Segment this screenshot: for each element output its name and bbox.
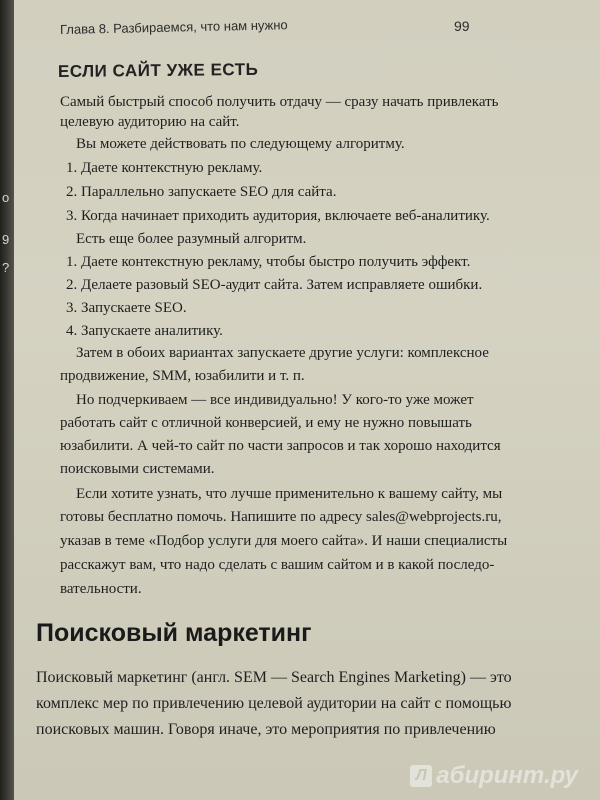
text-line: Если хотите узнать, что лучше применительно к вашему сайту, мы <box>76 486 503 502</box>
text-line: Вы можете действовать по следующему алгоритму. <box>76 136 405 152</box>
edge-glyph: 9 <box>2 232 10 247</box>
running-head: Глава 8. Разбираемся, что нам нужно <box>59 17 288 37</box>
text-line: комплекс мер по привлечению целевой аудитории на сайт с помощью <box>36 695 512 712</box>
text-line: готовы бесплатно помочь. Напишите по адресу sales@webprojects.ru, <box>60 509 502 525</box>
text-line: работать сайт с отличной конверсией, и ему не нужно повышать <box>60 415 472 431</box>
page-number: 99 <box>454 18 470 34</box>
text-line: поисковых машин. Говоря иначе, это мероприятия по привлечению <box>36 721 496 738</box>
book-page <box>14 0 600 800</box>
edge-glyph: о <box>2 190 10 205</box>
text-line: Есть еще более разумный алгоритм. <box>76 231 307 247</box>
text-line: Но подчеркиваем — все индивидуально! У кого-то уже может <box>76 392 474 408</box>
text-line: целевую аудиторию на сайт. <box>60 114 240 130</box>
section-heading-search-marketing: Поисковый маркетинг <box>36 619 312 647</box>
list-item: 3. Когда начинает приходить аудитория, включаете веб-аналитику. <box>66 208 490 224</box>
edge-glyph: ? <box>2 260 10 275</box>
text-line: Самый быстрый способ получить отдачу — сразу начать привлекать <box>60 94 499 110</box>
text-line: продвижение, SMM, юзабилити и т. п. <box>60 368 305 384</box>
list-item: 2. Делаете разовый SEO-аудит сайта. Затем исправляете ошибки. <box>66 277 483 293</box>
list-item: 3. Запускаете SEO. <box>66 300 187 316</box>
list-item: 1. Даете контекстную рекламу, чтобы быстро получить эффект. <box>66 254 471 270</box>
text-line: Затем в обоих вариантах запускаете другие услуги: комплексное <box>76 345 489 361</box>
text-line: юзабилити. А чей-то сайт по части запросов и так хорошо находится <box>60 438 501 454</box>
watermark-text: абиринт.ру <box>436 762 578 789</box>
text-line: Поисковый маркетинг (англ. SEM — Search Engines Marketing) — это <box>36 669 512 686</box>
list-item: 4. Запускаете аналитику. <box>66 323 223 339</box>
labirint-watermark <box>410 762 578 790</box>
list-item: 1. Даете контекстную рекламу. <box>66 160 263 176</box>
adjacent-page-edge <box>0 0 14 800</box>
text-line: расскажут вам, что надо сделать с вашим сайтом и в какой последо- <box>60 557 495 573</box>
list-item: 2. Параллельно запускаете SEO для сайта. <box>66 184 337 200</box>
text-line: вательности. <box>60 581 142 597</box>
labirint-logo-icon: Л <box>410 765 432 787</box>
text-line: указав в теме «Подбор услуги для моего сайта». И наши специалисты <box>60 533 508 549</box>
text-line: поисковыми системами. <box>60 461 215 477</box>
section-heading: ЕСЛИ САЙТ УЖЕ ЕСТЬ <box>57 59 259 81</box>
